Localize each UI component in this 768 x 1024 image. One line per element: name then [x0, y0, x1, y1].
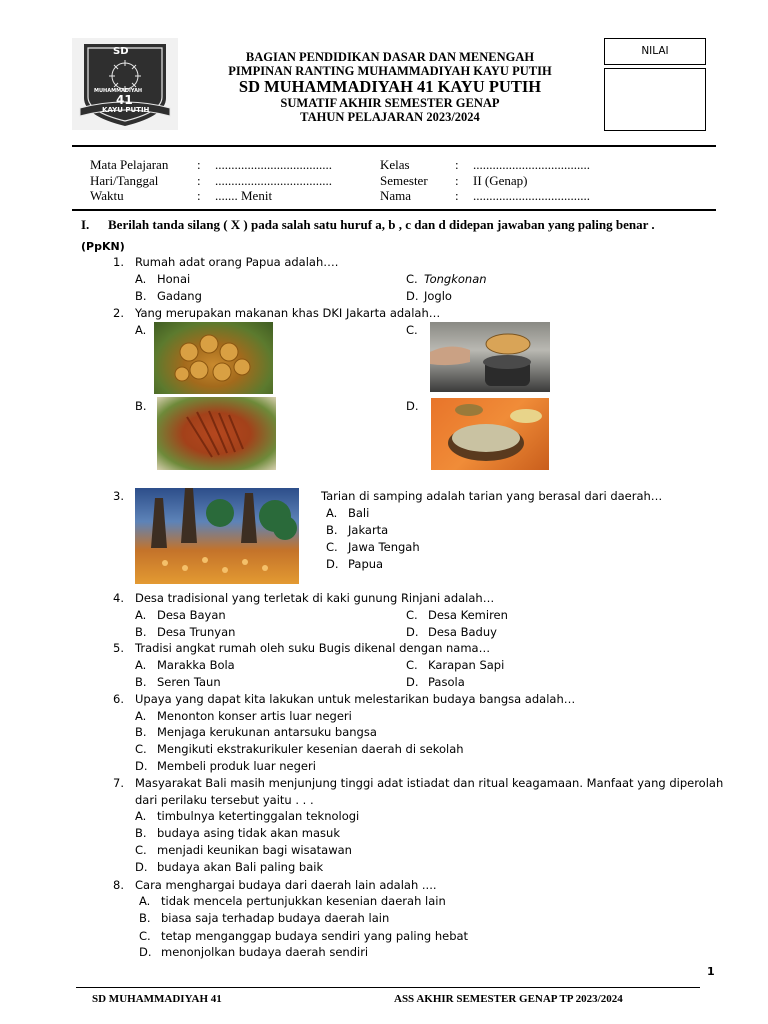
option-letter: D.	[406, 289, 419, 303]
info-colon: :	[197, 172, 201, 188]
option-4a[interactable]	[135, 608, 226, 622]
option-5b[interactable]	[135, 675, 221, 689]
logo-text-bottom: KAYU PUTIH	[102, 106, 150, 114]
footer-divider	[76, 987, 700, 988]
option-letter: A.	[139, 894, 151, 908]
option-text: Pasola	[428, 675, 465, 689]
info-value: II (Genap)	[473, 172, 528, 188]
info-label: Nama	[380, 188, 412, 203]
question-text: Tradisi angkat rumah oleh suku Bugis dikenal dengan nama…	[135, 641, 491, 655]
info-colon: :	[197, 157, 201, 172]
question-number: 4.	[113, 591, 124, 605]
question-number: 5.	[113, 641, 124, 655]
question-number: 3.	[113, 489, 124, 503]
option-6d[interactable]	[135, 759, 316, 773]
question-6	[113, 692, 575, 706]
school-logo	[72, 38, 178, 130]
info-colon: :	[455, 157, 459, 172]
option-text: tidak mencela pertunjukkan kesenian daerah lain	[161, 894, 446, 908]
option-7d[interactable]	[135, 860, 323, 874]
question-number: 7.	[113, 776, 124, 790]
info-row	[90, 173, 710, 189]
option-8d[interactable]	[139, 945, 368, 959]
option-2d[interactable]	[406, 399, 419, 413]
info-divider	[72, 209, 716, 211]
option-text: timbulnya ketertinggalan teknologi	[157, 809, 360, 823]
info-colon: :	[455, 188, 459, 203]
nilai-label: NILAI	[641, 45, 669, 57]
nilai-score-box[interactable]	[604, 68, 706, 131]
question-number: 6.	[113, 692, 124, 706]
option-8a[interactable]	[139, 894, 446, 908]
question-text: Tarian di samping adalah tarian yang berasal dari daerah…	[321, 489, 663, 503]
info-value[interactable]: ....................................	[473, 157, 590, 172]
logo-text-number: 41	[116, 93, 133, 107]
info-label: Mata Pelajaran	[90, 157, 169, 172]
option-letter: C.	[135, 843, 147, 857]
option-6c[interactable]	[135, 742, 464, 756]
option-text: Desa Kemiren	[428, 608, 508, 622]
option-1b[interactable]	[135, 289, 202, 303]
question-text: Upaya yang dapat kita lakukan untuk melestarikan budaya bangsa adalah…	[135, 692, 576, 706]
info-value[interactable]: ....................................	[215, 157, 332, 172]
option-4b[interactable]	[135, 625, 235, 639]
option-text: Mengikuti ekstrakurikuler kesenian daerah di sekolah	[157, 742, 464, 756]
option-3b[interactable]	[326, 523, 388, 537]
option-6b[interactable]	[135, 725, 377, 739]
info-label: Hari/Tanggal	[90, 172, 159, 188]
option-letter: C.	[406, 323, 418, 337]
question-number: 2.	[113, 306, 124, 320]
option-letter: C.	[406, 658, 418, 672]
info-value[interactable]: ....... Menit	[215, 188, 273, 203]
option-4c[interactable]	[406, 608, 508, 622]
question-7	[113, 776, 723, 790]
option-letter: D.	[139, 945, 152, 959]
option-letter: D.	[406, 675, 419, 689]
question-3-number	[113, 489, 124, 503]
option-letter: A.	[135, 658, 147, 672]
option-text: Desa Bayan	[157, 608, 226, 622]
food-image-d	[431, 398, 549, 470]
dance-image	[135, 488, 299, 584]
option-text: Membeli produk luar negeri	[157, 759, 316, 773]
option-letter: B.	[135, 625, 147, 639]
info-label: Kelas	[380, 157, 410, 172]
nilai-label-box	[604, 38, 706, 65]
info-row	[90, 157, 710, 173]
option-text: Marakka Bola	[157, 658, 235, 672]
option-5a[interactable]	[135, 658, 235, 672]
option-letter: B.	[135, 725, 147, 739]
footer-right: ASS AKHIR SEMESTER GENAP TP 2023/2024	[394, 993, 623, 1005]
info-label: Waktu	[90, 188, 124, 203]
header-line-5: TAHUN PELAJARAN 2023/2024	[300, 110, 480, 124]
option-letter: D.	[406, 399, 419, 413]
option-letter: D.	[326, 557, 339, 571]
option-text: Menjaga kerukunan antarsuku bangsa	[157, 725, 377, 739]
option-letter: C.	[326, 540, 338, 554]
option-text: Seren Taun	[157, 675, 221, 689]
info-label: Semester	[380, 172, 428, 188]
option-6a[interactable]	[135, 709, 352, 723]
option-text: menjadi keunikan bagi wisatawan	[157, 843, 352, 857]
option-letter: C.	[139, 929, 151, 943]
option-text: Gadang	[157, 289, 202, 303]
option-letter: B.	[135, 826, 147, 840]
option-text: menonjolkan budaya daerah sendiri	[161, 945, 369, 959]
option-3d[interactable]	[326, 557, 383, 571]
header-line-4: SUMATIF AKHIR SEMESTER GENAP	[280, 96, 500, 110]
option-2c[interactable]	[406, 323, 418, 337]
option-text: Joglo	[424, 289, 452, 303]
logo-text-org: MUHAMMADIYAH	[94, 88, 143, 94]
option-text: Karapan Sapi	[428, 658, 505, 672]
food-image-a	[154, 322, 273, 394]
option-7a[interactable]	[135, 809, 359, 823]
question-8	[113, 878, 437, 892]
info-colon: :	[197, 188, 201, 203]
option-text: tetap menganggap budaya sendiri yang paling hebat	[161, 929, 469, 943]
question-2	[113, 306, 440, 320]
option-letter: B.	[139, 911, 151, 925]
option-2a[interactable]	[135, 323, 146, 337]
option-2b[interactable]	[135, 399, 147, 413]
option-7c[interactable]	[135, 843, 352, 857]
option-text: biasa saja terhadap budaya daerah lain	[161, 911, 390, 925]
school-name: SD MUHAMMADIYAH 41 KAYU PUTIH	[238, 77, 542, 96]
option-text: Jawa Tengah	[348, 540, 420, 554]
option-letter: A.	[135, 608, 147, 622]
header-divider	[72, 145, 716, 147]
question-number: 8.	[113, 878, 124, 892]
option-text: budaya akan Bali paling baik	[157, 860, 324, 874]
info-value[interactable]: ....................................	[473, 188, 590, 203]
question-text: Masyarakat Bali masih menjunjung tinggi adat istiadat dan ritual keagamaan. Manfaat yang diperolah	[135, 776, 724, 790]
option-letter: A.	[135, 272, 147, 286]
food-image-b	[157, 397, 276, 470]
option-text: Desa Baduy	[428, 625, 497, 639]
option-text: Jakarta	[348, 523, 389, 537]
info-colon: :	[455, 172, 459, 188]
header-line-2: PIMPINAN RANTING MUHAMMADIYAH KAYU PUTIH	[228, 64, 552, 78]
page-number: 1	[707, 965, 715, 978]
logo-text-top: SD	[113, 46, 129, 57]
footer-left: SD MUHAMMADIYAH 41	[92, 993, 222, 1005]
option-letter: B.	[135, 289, 147, 303]
question-5	[113, 641, 490, 655]
option-4d[interactable]	[406, 625, 497, 639]
option-letter: D.	[135, 759, 148, 773]
option-text: Desa Trunyan	[157, 625, 236, 639]
info-row	[90, 188, 710, 204]
option-text: Honai	[157, 272, 191, 286]
option-letter: C.	[406, 272, 418, 286]
info-block	[90, 157, 710, 204]
header-line-1: BAGIAN PENDIDIKAN DASAR DAN MENENGAH	[245, 50, 535, 64]
section-instruction: Berilah tanda silang ( X ) pada salah satu huruf a, b , c dan d didepan jawaban yang paling benar .	[108, 217, 655, 232]
option-text: Bali	[348, 506, 370, 520]
question-number: 1.	[113, 255, 124, 269]
option-letter: A.	[135, 809, 147, 823]
question-7-continued: dari perilaku tersebut yaitu . . .	[135, 793, 314, 807]
section-number: I.	[81, 217, 90, 232]
option-letter: B.	[135, 399, 147, 413]
option-text: Menonton konser artis luar negeri	[157, 709, 352, 723]
option-1d[interactable]	[406, 289, 452, 303]
question-text: Yang merupakan makanan khas DKI Jakarta adalah…	[135, 306, 441, 320]
option-letter: A.	[326, 506, 338, 520]
info-value[interactable]: ....................................	[215, 172, 332, 188]
option-letter: A.	[135, 709, 147, 723]
option-text: Tongkonan	[424, 272, 487, 286]
option-8b[interactable]	[139, 911, 389, 925]
option-text: budaya asing tidak akan masuk	[157, 826, 340, 840]
food-image-c	[430, 322, 550, 392]
question-text: Desa tradisional yang terletak di kaki gunung Rinjani adalah…	[135, 591, 495, 605]
option-letter: C.	[135, 742, 147, 756]
question-text: Cara menghargai budaya dari daerah lain adalah ....	[135, 878, 437, 892]
option-letter: D.	[135, 860, 148, 874]
question-4	[113, 591, 494, 605]
option-letter: B.	[135, 675, 147, 689]
option-3c[interactable]	[326, 540, 420, 554]
question-3	[321, 489, 662, 503]
option-5d[interactable]	[406, 675, 465, 689]
option-1a[interactable]	[135, 272, 190, 286]
option-letter: C.	[406, 608, 418, 622]
option-letter: B.	[326, 523, 338, 537]
question-text: Rumah adat orang Papua adalah….	[135, 255, 339, 269]
option-text: Papua	[348, 557, 384, 571]
option-letter: A.	[135, 323, 147, 337]
question-1	[113, 255, 338, 269]
option-letter: D.	[406, 625, 419, 639]
option-5c[interactable]	[406, 658, 504, 672]
option-1c[interactable]	[406, 272, 487, 286]
option-8c[interactable]	[139, 929, 468, 943]
option-7b[interactable]	[135, 826, 340, 840]
subject-label: (PpKN)	[81, 240, 125, 253]
option-3a[interactable]	[326, 506, 369, 520]
